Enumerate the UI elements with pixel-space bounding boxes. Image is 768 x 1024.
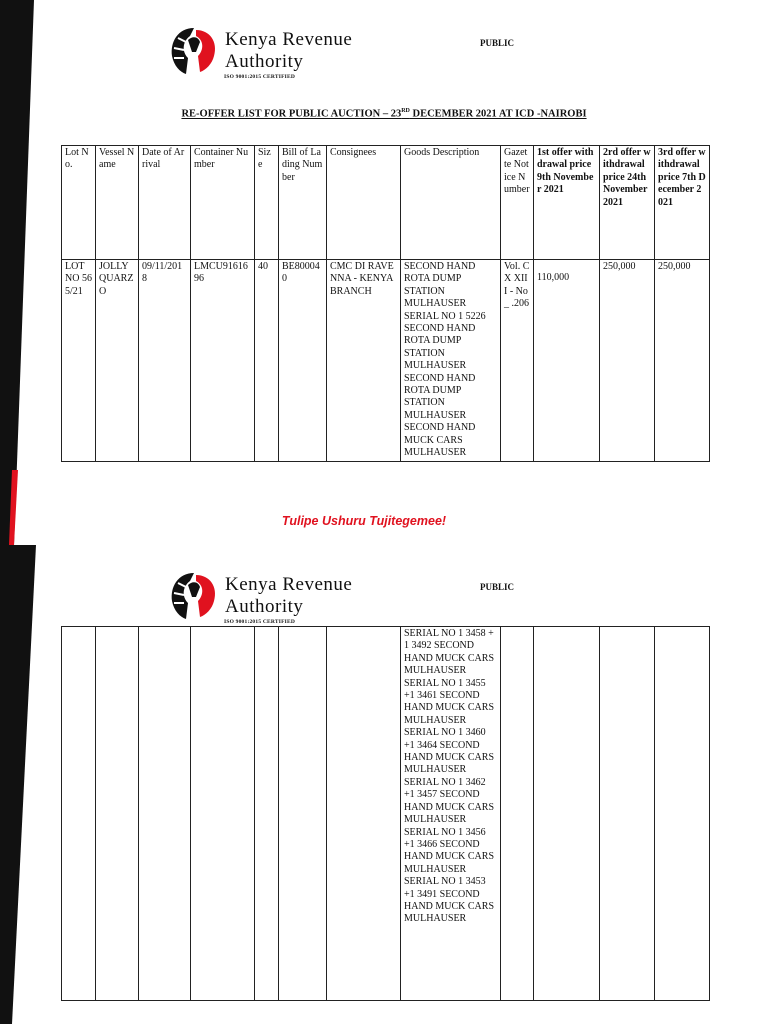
col-header-bill-of-lading: Bill of Lading Number	[279, 146, 327, 260]
kra-lion-logo-icon	[166, 22, 222, 78]
table-header-row	[62, 146, 710, 260]
cell-size: 40	[255, 260, 279, 462]
org-name-line2: Authority	[225, 51, 304, 72]
cell-empty	[255, 627, 279, 1001]
cell-price-1: 110,000	[534, 260, 600, 462]
cell-bill-of-lading: BE800040	[279, 260, 327, 462]
page-edge-decoration	[0, 0, 40, 545]
title-text-start: RE-OFFER LIST FOR PUBLIC AUCTION – 23	[181, 108, 402, 120]
col-header-vessel-name: Vessel Name	[96, 146, 139, 260]
kra-motto: Tulipe Ushuru Tujitegemee!	[281, 514, 447, 528]
org-name-line2: Authority	[225, 596, 304, 617]
iso-certification: ISO 9001:2015 CERTIFIED	[224, 619, 296, 625]
cell-empty	[534, 627, 600, 1001]
col-header-gazette-notice: Gazette Notice Number	[501, 146, 534, 260]
cell-empty	[327, 627, 401, 1001]
kra-lion-logo-icon	[166, 567, 222, 623]
cell-container: LMCU9161696	[191, 260, 255, 462]
col-header-container-number: Container Number	[191, 146, 255, 260]
table-row	[62, 260, 710, 462]
org-name-line1: Kenya Revenue	[225, 29, 353, 50]
classification-label: PUBLIC	[480, 38, 515, 48]
cell-price-2: 250,000	[600, 260, 655, 462]
cell-empty	[655, 627, 710, 1001]
classification-label: PUBLIC	[480, 582, 515, 592]
col-header-third-offer: 3rd offer withdrawal price 7th December 2021	[655, 146, 710, 260]
cell-empty	[96, 627, 139, 1001]
col-header-first-offer: 1st offer withdrawal price 9th November 2021	[534, 146, 600, 260]
kra-logo	[140, 22, 390, 92]
cell-goods-description: SECOND HAND ROTA DUMP STATION MULHAUSER SERIAL NO 1 5226 SECOND HAND ROTA DUMP STATION MULHAUSER SECOND HAND ROTA DUMP STATION MULHAUSER SECOND HAND MUCK CARS MULHAUSER	[401, 260, 501, 462]
cell-gazette: Vol. CX XIII - No_ .206	[501, 260, 534, 462]
cell-empty	[139, 627, 191, 1001]
org-name-line1: Kenya Revenue	[225, 574, 353, 595]
page-edge-decoration	[0, 545, 40, 1024]
col-header-size: Size	[255, 146, 279, 260]
document-page-2	[0, 545, 768, 1024]
col-header-second-offer: 2rd offer withdrawal price 24th November 2021	[600, 146, 655, 260]
title-superscript: RD	[401, 108, 410, 114]
cell-empty	[62, 627, 96, 1001]
col-header-lot-no: Lot No.	[62, 146, 96, 260]
cell-lot-no: LOT NO 565/21	[62, 260, 96, 462]
cell-empty	[501, 627, 534, 1001]
cell-empty	[600, 627, 655, 1001]
col-header-goods-description: Goods Description	[401, 146, 501, 260]
col-header-consignees: Consignees	[327, 146, 401, 260]
cell-date: 09/11/2018	[139, 260, 191, 462]
cell-empty	[191, 627, 255, 1001]
cell-price-3: 250,000	[655, 260, 710, 462]
cell-vessel: JOLLY QUARZO	[96, 260, 139, 462]
col-header-date-of-arrival: Date of Arrival	[139, 146, 191, 260]
auction-table	[61, 145, 710, 462]
title-text-end: DECEMBER 2021 AT ICD -NAIROBI	[409, 108, 587, 120]
auction-table-continued	[61, 626, 710, 1001]
iso-certification: ISO 9001:2015 CERTIFIED	[224, 74, 296, 80]
cell-goods-description-continued: SERIAL NO 1 3458 + 1 3492 SECOND HAND MUCK CARS MULHAUSER SERIAL NO 1 3455 +1 3461 SECOND HAND MUCK CARS MULHAUSER SERIAL NO 1 3460 +1 3464 SECOND HAND MUCK CARS MULHAUSER SERIAL NO 1 3462 +1 3457 SECOND HAND MUCK CARS MULHAUSER SERIAL NO 1 3456 +1 3466 SECOND HAND MUCK CARS MULHAUSER SERIAL NO 1 3453 +1 3491 SECOND HAND MUCK CARS MULHAUSER	[401, 627, 501, 1001]
cell-consignee: CMC DI RAVENNA - KENYA BRANCH	[327, 260, 401, 462]
document-title	[0, 108, 768, 120]
table-row	[62, 627, 710, 1001]
cell-empty	[279, 627, 327, 1001]
